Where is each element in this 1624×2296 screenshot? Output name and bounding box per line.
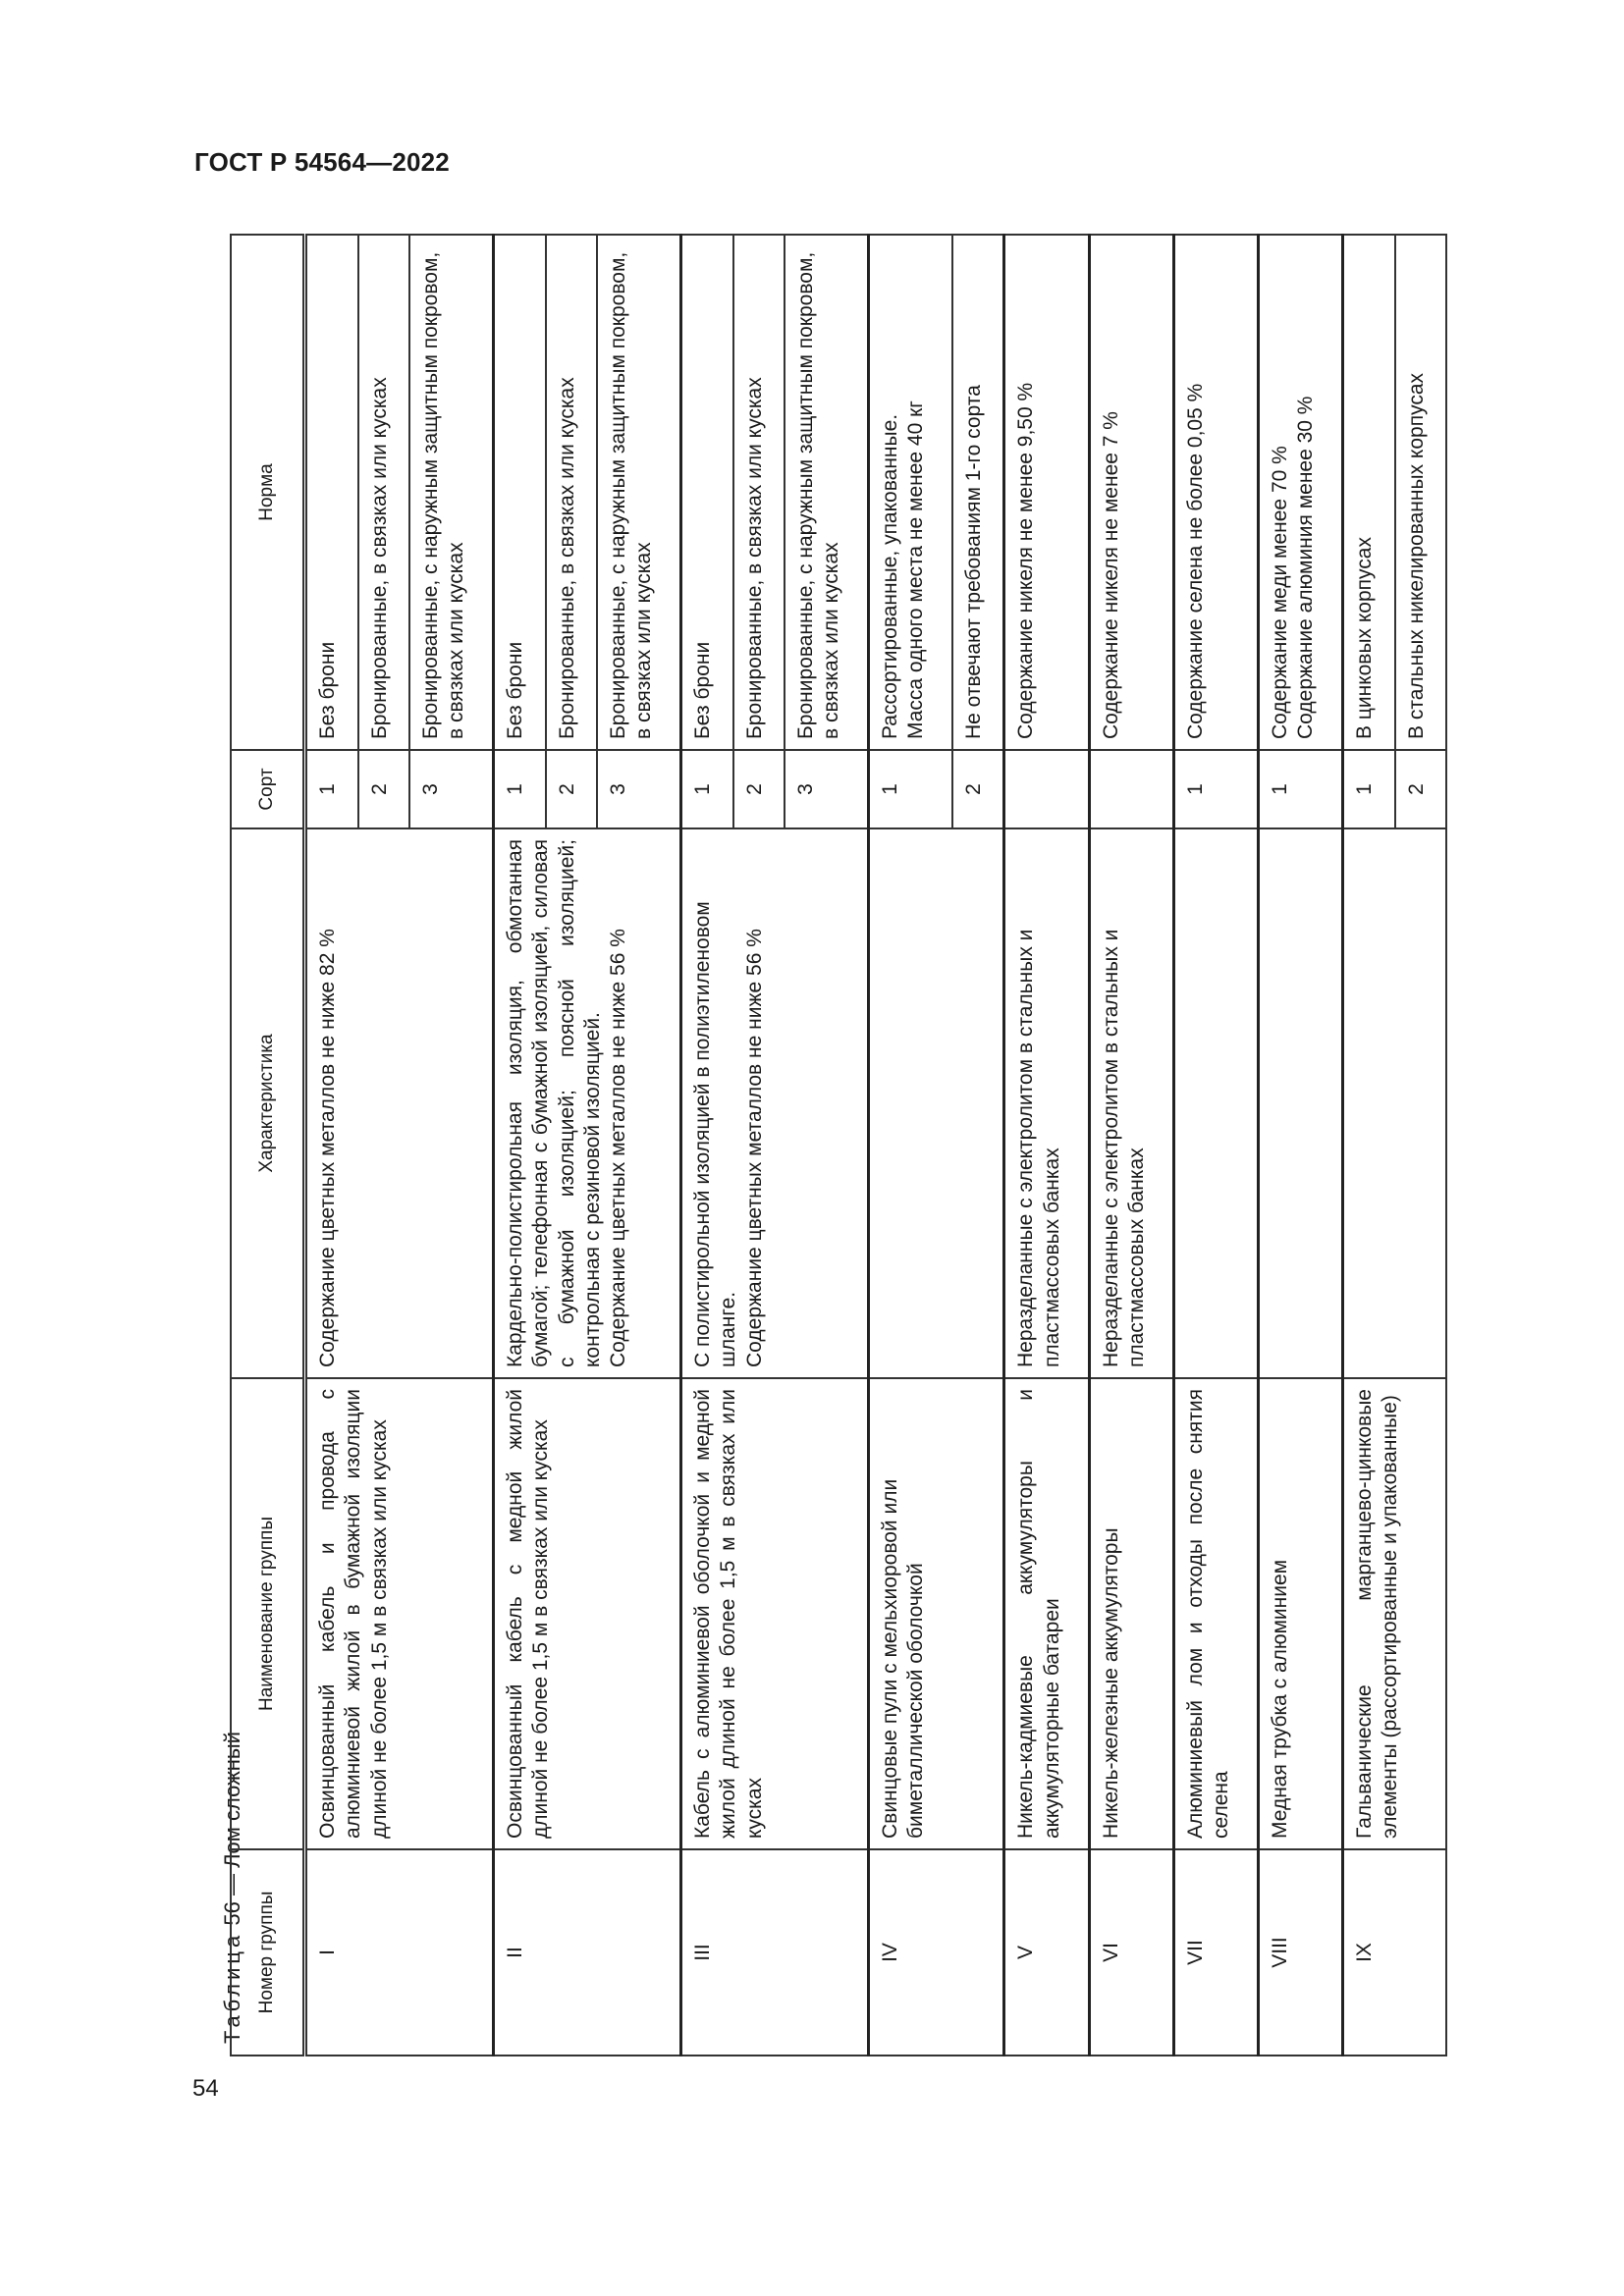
sort-cell: 3 [597, 750, 681, 828]
sort-cell: 3 [409, 750, 494, 828]
group-number: I [305, 1849, 494, 2056]
norm-cell: В стальных никелированных корпусах [1395, 235, 1446, 750]
characteristic-text: Кардельно-полистирольная изоляция, обмотанная бумагой; телефонная с бумажной изоляцией, силовая с бумажной изоляцией; поясной изоляцией; контрольная с резиновой изоляцией. [504, 839, 604, 1367]
sort-cell: 1 [494, 750, 546, 828]
norm-cell: Без брони [681, 235, 733, 750]
standard-header: ГОСТ Р 54564—2022 [194, 147, 450, 177]
norm-cell: Содержание никеля не менее 9,50 % [1004, 235, 1089, 750]
table-row [1343, 235, 1395, 2056]
group-characteristic [868, 828, 1004, 1378]
norm-cell: Бронированные, в связках или кусках [358, 235, 409, 750]
group-name: Кабель с алюминиевой оболочкой и медной жилой длиной не более 1,5 м в связках или кусках [681, 1378, 869, 1849]
sort-cell: 1 [305, 750, 358, 828]
group-name: Освинцованный кабель с медной жилой длиной не более 1,5 м в связках или кусках [494, 1378, 681, 1849]
norm-text-mass: Масса одного места не менее 40 кг [904, 400, 928, 739]
norm-cell: Не отвечают требованиям 1-го сорта [952, 235, 1004, 750]
group-characteristic [1343, 828, 1446, 1378]
table-caption-word: Таблица [220, 1931, 244, 2044]
rotated-table-wrapper [230, 236, 1447, 2056]
group-name: Свинцовые пули с мельхиоровой или биметаллической оболочкой [868, 1378, 1004, 1849]
table-row [1258, 235, 1342, 2056]
header-characteristic: Характеристика [231, 828, 305, 1378]
sort-cell: 2 [733, 750, 785, 828]
table-row [1089, 235, 1173, 2056]
sort-cell: 1 [681, 750, 733, 828]
norm-cell: Бронированные, в связках или кусках [546, 235, 597, 750]
norm-text-aluminium: Содержание алюминия менее 30 % [1294, 396, 1318, 739]
table-row [868, 235, 952, 2056]
group-number: VII [1173, 1849, 1258, 2056]
sort-cell: 2 [952, 750, 1004, 828]
group-name: Никель-кадмиевые аккумуляторы и аккумуляторные батареи [1004, 1378, 1089, 1849]
characteristic-text: С полистирольной изоляцией в полиэтиленовом шланге. [691, 901, 740, 1367]
header-sort: Сорт [231, 750, 305, 828]
sort-cell: 2 [358, 750, 409, 828]
sort-cell: 3 [785, 750, 869, 828]
table-header-row [231, 235, 305, 2056]
norm-cell [1258, 235, 1342, 750]
sort-cell: 1 [1173, 750, 1258, 828]
group-name: Никель-железные аккумуляторы [1089, 1378, 1173, 1849]
norm-cell: Содержание селена не более 0,05 % [1173, 235, 1258, 750]
group-number: II [494, 1849, 681, 2056]
group-characteristic [494, 828, 681, 1378]
table-row [305, 235, 358, 2056]
page-number: 54 [192, 2075, 219, 2102]
table-row [1004, 235, 1089, 2056]
group-number: IX [1343, 1849, 1446, 2056]
header-group-name: Наименование группы [231, 1378, 305, 1849]
group-name: Алюминиевый лом и отходы после снятия селена [1173, 1378, 1258, 1849]
characteristic-content: Содержание цветных металлов не ниже 56 % [742, 929, 766, 1367]
norm-cell: В цинковых корпусах [1343, 235, 1395, 750]
group-number: VI [1089, 1849, 1173, 2056]
group-number: III [681, 1849, 869, 2056]
group-characteristic: Неразделанные с электролитом в стальных и пластмассовых банках [1004, 828, 1089, 1378]
sort-cell [1004, 750, 1089, 828]
sort-cell [1089, 750, 1173, 828]
group-characteristic [681, 828, 869, 1378]
header-group-number: Номер группы [231, 1849, 305, 2056]
group-name: Освинцованный кабель и провода с алюминиевой жилой в бумажной изоляции длиной не более 1,5 м в связках или кусках [305, 1378, 494, 1849]
group-number: V [1004, 1849, 1089, 2056]
sort-cell: 1 [1343, 750, 1395, 828]
norm-cell: Без брони [305, 235, 358, 750]
group-number: IV [868, 1849, 1004, 2056]
table-caption-title: 56 — Лом сложный [220, 1731, 244, 1926]
sort-cell: 1 [868, 750, 952, 828]
norm-cell: Бронированные, в связках или кусках [733, 235, 785, 750]
norm-text: Рассортированные, упакованные. [878, 413, 901, 739]
norm-cell: Бронированные, с наружным защитным покровом, в связках или кусках [597, 235, 681, 750]
header-norm: Норма [231, 235, 305, 750]
group-name: Гальванические марганцево-цинковые элементы (рассортированные и упакованные) [1343, 1378, 1446, 1849]
characteristic-content: Содержание цветных металлов не ниже 56 % [607, 929, 630, 1367]
group-number: VIII [1258, 1849, 1342, 2056]
group-characteristic [1173, 828, 1258, 1378]
table-row [494, 235, 546, 2056]
norm-cell [868, 235, 952, 750]
group-characteristic: Неразделанные с электролитом в стальных и пластмассовых банках [1089, 828, 1173, 1378]
scrap-table [230, 234, 1447, 2056]
table-row [1173, 235, 1258, 2056]
sort-cell: 2 [1395, 750, 1446, 828]
sort-cell: 2 [546, 750, 597, 828]
norm-cell: Содержание никеля не менее 7 % [1089, 235, 1173, 750]
table-row [681, 235, 733, 2056]
norm-text-copper: Содержание меди менее 70 % [1268, 446, 1291, 739]
group-characteristic [1258, 828, 1342, 1378]
norm-cell: Бронированные, с наружным защитным покровом, в связках или кусках [785, 235, 869, 750]
group-name: Медная трубка с алюминием [1258, 1378, 1342, 1849]
group-characteristic: Содержание цветных металлов не ниже 82 % [305, 828, 494, 1378]
sort-cell: 1 [1258, 750, 1342, 828]
norm-cell: Без брони [494, 235, 546, 750]
norm-cell: Бронированные, с наружным защитным покровом, в связках или кусках [409, 235, 494, 750]
